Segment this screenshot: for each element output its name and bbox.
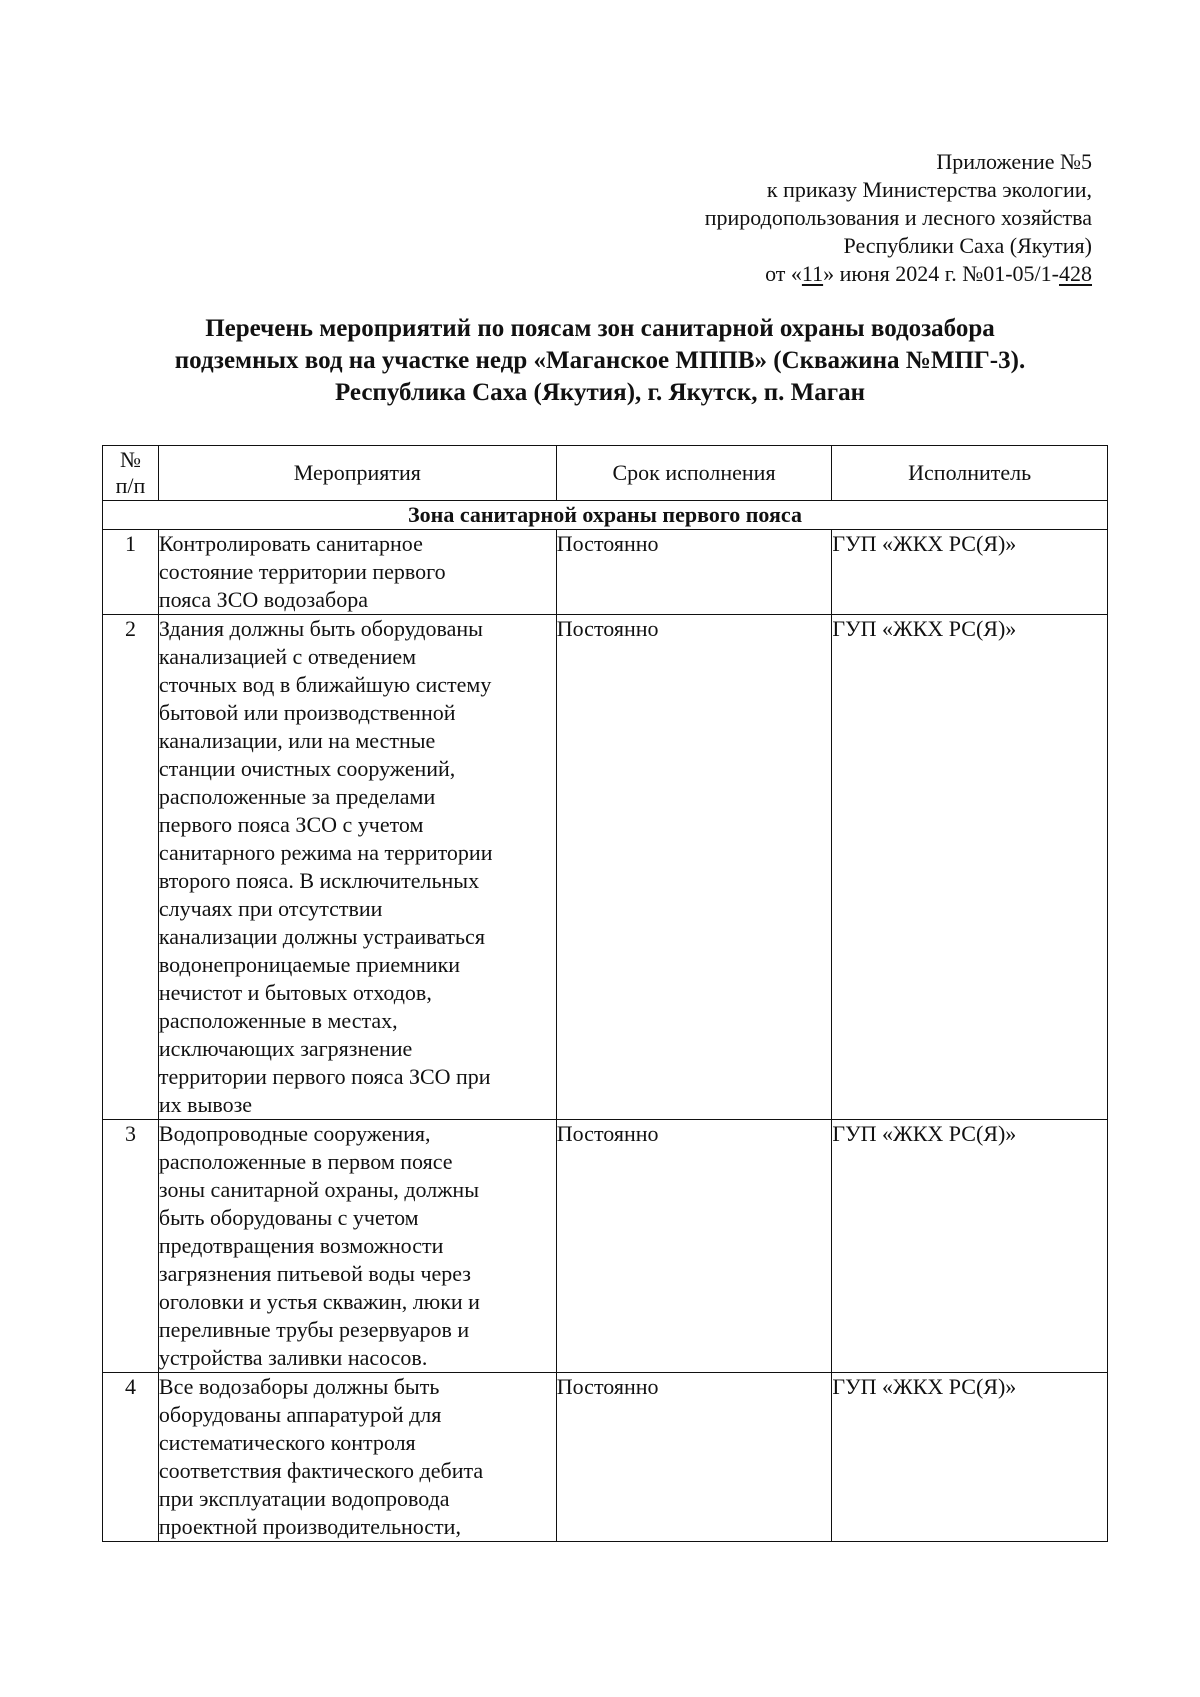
row-number: 3 xyxy=(103,1120,159,1373)
document-title xyxy=(60,313,1140,409)
row-measure xyxy=(158,1120,556,1373)
row-measure xyxy=(158,1373,556,1542)
measure-line: переливные трубы резервуаров и xyxy=(158,1317,470,1342)
title-line: подземных вод на участке недр «Маганское МППВ» (Скважина №МПГ-3). xyxy=(174,347,1026,374)
order-date-prefix: от « xyxy=(765,261,802,286)
measure-line: оборудованы аппаратурой для xyxy=(158,1402,442,1427)
row-executor: ГУП «ЖКХ РС(Я)» xyxy=(832,1373,1108,1542)
row-term: Постоянно xyxy=(556,615,832,1120)
row-executor: ГУП «ЖКХ РС(Я)» xyxy=(832,615,1108,1120)
row-measure xyxy=(158,615,556,1120)
measure-line: проектной производительности, xyxy=(158,1514,461,1539)
order-date-middle: » июня 2024 г. №01-05/1- xyxy=(823,261,1059,286)
measure-line: бытовой или производственной xyxy=(158,700,456,725)
row-number: 1 xyxy=(103,530,159,615)
appendix-header xyxy=(705,148,1092,288)
measure-line: их вывозе xyxy=(158,1092,253,1117)
measure-line: санитарного режима на территории xyxy=(158,840,493,865)
measure-line: устройства заливки насосов. xyxy=(158,1345,428,1370)
measure-line: канализации должны устраиваться xyxy=(158,924,485,949)
appendix-line: Республики Саха (Якутия) xyxy=(843,233,1092,258)
measure-line: загрязнения питьевой воды через xyxy=(158,1261,471,1286)
header-number: № п/п xyxy=(103,446,159,501)
measure-line: исключающих загрязнение xyxy=(158,1036,413,1061)
header-term: Срок исполнения xyxy=(556,446,832,501)
measure-line: водонепроницаемые приемники xyxy=(158,952,461,977)
header-executor: Исполнитель xyxy=(832,446,1108,501)
measure-line: при эксплуатации водопровода xyxy=(158,1486,450,1511)
section-title: Зона санитарной охраны первого пояса xyxy=(103,501,1108,530)
measure-line: Все водозаборы должны быть xyxy=(158,1374,440,1399)
row-executor: ГУП «ЖКХ РС(Я)» xyxy=(832,530,1108,615)
measure-line: станции очистных сооружений, xyxy=(158,756,456,781)
order-date-line xyxy=(705,260,1092,288)
table-row xyxy=(103,530,1108,615)
order-day: 11 xyxy=(801,261,824,286)
row-term: Постоянно xyxy=(556,530,832,615)
appendix-line: к приказу Министерства экологии, xyxy=(766,177,1092,202)
measure-line: канализации, или на местные xyxy=(158,728,436,753)
appendix-line: природопользования и лесного хозяйства xyxy=(704,205,1092,230)
title-line: Перечень мероприятий по поясам зон санитарной охраны водозабора xyxy=(205,315,995,342)
measure-line: расположенные в местах, xyxy=(158,1008,398,1033)
measure-line: первого пояса ЗСО с учетом xyxy=(158,812,424,837)
row-executor: ГУП «ЖКХ РС(Я)» xyxy=(832,1120,1108,1373)
measure-line: канализацией с отведением xyxy=(158,644,417,669)
measure-line: расположенные в первом поясе xyxy=(158,1149,453,1174)
row-measure xyxy=(158,530,556,615)
measure-line: систематического контроля xyxy=(158,1430,416,1455)
measure-line: пояса ЗСО водозабора xyxy=(158,587,368,612)
measure-line: предотвращения возможности xyxy=(158,1233,444,1258)
measure-line: случаях при отсутствии xyxy=(158,896,383,921)
measure-line: состояние территории первого xyxy=(158,559,446,584)
measure-line: территории первого пояса ЗСО при xyxy=(158,1064,491,1089)
measures-table xyxy=(102,445,1108,1542)
measure-line: сточных вод в ближайшую систему xyxy=(158,672,492,697)
appendix-line: Приложение №5 xyxy=(936,149,1092,174)
row-term: Постоянно xyxy=(556,1373,832,1542)
title-line: Республика Саха (Якутия), г. Якутск, п. Маган xyxy=(334,379,866,406)
measure-line: Контролировать санитарное xyxy=(158,531,423,556)
row-number: 4 xyxy=(103,1373,159,1542)
measure-line: быть оборудованы с учетом xyxy=(158,1205,419,1230)
measure-line: второго пояса. В исключительных xyxy=(158,868,480,893)
table-row xyxy=(103,1120,1108,1373)
row-term: Постоянно xyxy=(556,1120,832,1373)
measure-line: Здания должны быть оборудованы xyxy=(158,616,483,641)
table-row xyxy=(103,615,1108,1120)
measure-line: нечистот и бытовых отходов, xyxy=(158,980,432,1005)
section-row xyxy=(103,501,1108,530)
row-number: 2 xyxy=(103,615,159,1120)
order-number: 428 xyxy=(1059,261,1092,286)
measure-line: соответствия фактического дебита xyxy=(158,1458,484,1483)
measure-line: оголовки и устья скважин, люки и xyxy=(158,1289,480,1314)
measure-line: Водопроводные сооружения, xyxy=(158,1121,431,1146)
table-header-row xyxy=(103,446,1108,501)
header-measures: Мероприятия xyxy=(158,446,556,501)
measure-line: расположенные за пределами xyxy=(158,784,436,809)
table-row xyxy=(103,1373,1108,1542)
measure-line: зоны санитарной охраны, должны xyxy=(158,1177,479,1202)
